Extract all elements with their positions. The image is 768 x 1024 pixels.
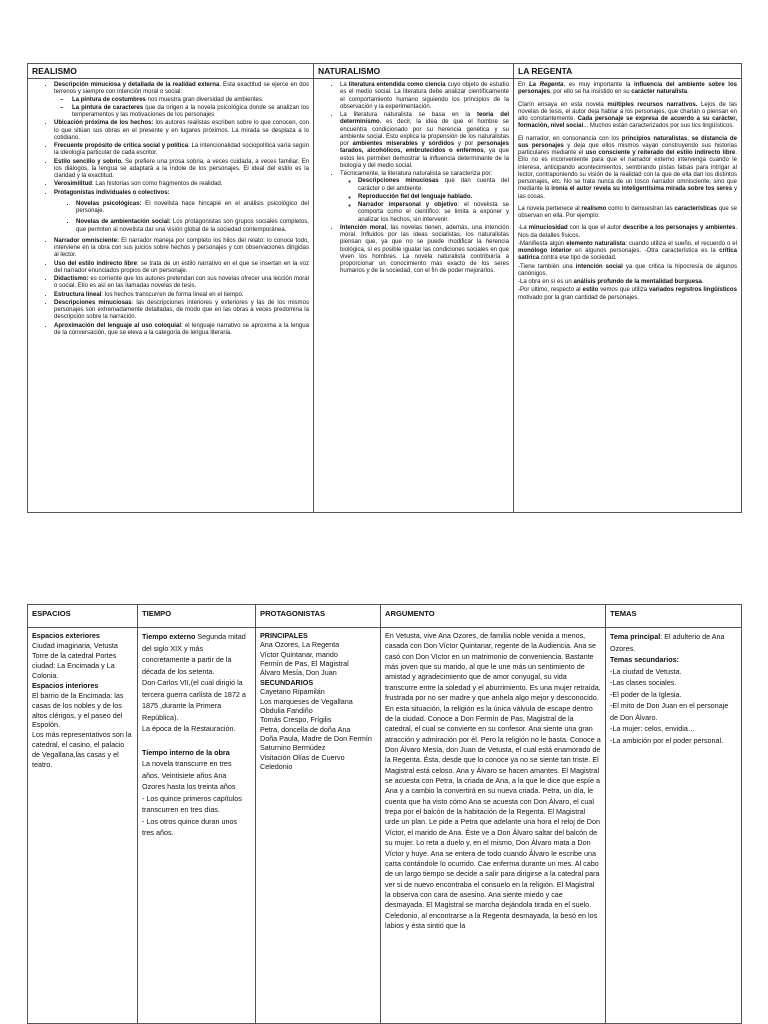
argumento-cell [381, 628, 606, 1024]
secundarios-label: SECUNDARIOS [260, 677, 314, 687]
list-item: • Frecuente propósito de crítica social y política: La intencionalidad sociopolítica varía según la ideología particular de cada escritor. [54, 143, 309, 158]
list-item: Cayetano Ripamilán [260, 687, 325, 697]
espacios-ext-text: Ciudad imaginaria, Vetusta Torre de la catedral Portes ciudad: La Encimada y La Colonia. [32, 640, 118, 680]
list-item: Álvaro Mesía, Don Juan [260, 668, 337, 678]
argumento-text: En Vetusta, vive Ana Ozores, de familia noble venida a menos, casada con Don Víctor Quintanar, regente de la Audiencia. Ana se casó con Don Víctor en un matrimonio de conveniencia. Bastante más joven que su marido, al que le une más un sentimiento de amistad y agradecimiento que de amor conyugal, su vida transcurre entre la soledad y el aburrimiento. Es una mujer retraída, frustrada por no ser madre y que anhela algo mejor y desconocido. En esta situación, la religión es la única válvula de escape dentro de la ciudad. Conoce a Don Fermín de Pas, Magistral de la catedral, el cual se convierte en su confesor. Ana siente una gran atracción y admiración por él. Pero la religión no le basta. Conoce a Don Álvaro Mesía, don Juan de Vetusta, el cual está enamorado de la Regenta. Ésta, desde que lo conoce ya no se siente tan triste. El Magistral está celoso. Ana y Álvaro se hacen amantes. El Magistral se acuesta con Petra, la criada de Ana, a la que le dice que espíe a Ana y a cambio la convertirá en su nueva criada. Petra, un día, le cuenta que ha visto cómo Ana se acuesta con Don Álvaro, el cual trepa por el balcón de la habitación de la Regenta. El Magistral urde un plan. Le pide a Petra que adelante una hora el reloj de Don Víctor, el marido de Ana. Éste ve a Don Álvaro saltar del balcón de su mujer. Lo reta a duelo y, en el mismo, Don Álvaro mata a Don Víctor y huye. Ana se entera de todo cuando Álvaro le escribe una carta contándole lo ocurrido. Cae enferma durante un mes. Al cabo de un largo tiempo se decide a salir para dirigirse a la catedral para ver si de nuevo encontraba el consuelo en la religión. El Magistral la observa con cara de asesino. Ana siente miedo y cae desmayada. El Magistral se marcha dejándola tirada en el suelo. Celedonio, al encontrarse a la Regenta desmayada, la besó en los labios y ésta sintió que la [385, 631, 601, 931]
tiempo-ext-text3: La época de la Restauración. [142, 724, 236, 734]
espacios-int-title: Espacios interiores [32, 680, 99, 690]
analysis-body-row [28, 628, 742, 1024]
temas-cell: Tema principal: El adulterio de Ana Ozores. Temas secundarios: -La ciudad de Vetusta. -Las clases sociales. -El poder de la Iglesia. -El mito de Don Juan en el personaje de Don Álvaro. -La mujer: celos, envidia… -La ambición por el poder personal. [606, 628, 742, 1024]
list-item: • Estructura lineal: los hechos transcurren de forma lineal en el tiempo. [54, 292, 309, 299]
tiempo-cell: Tiempo externo Segunda mitad del siglo XIX y más concretamente a partir de la década de los setenta. Don Carlos VII,(el cual dirigió la tercera guerra carlista de 1872 a 1875 ,durante la Primera República). La época de la Restauración. Tiempo interno de la obra La novela transcurre en tres años. Veintisiete años Ana Ozores hasta los treinta años - Los quince primeros capítulos transcurren en tres días. - Los otros quince duran unos tres años. [138, 628, 256, 1024]
list-item: -El mito de Don Juan en el personaje de Don Álvaro. [610, 701, 729, 722]
list-item: • Ubicación próxima de los hechos: los autores realistas escriben sobre lo que conocen, con lo que sitúan sus obras en el presente y en lugares próximos. La mirada se desplaza a lo cotidiano. [54, 120, 309, 142]
header-temas: TEMAS [606, 605, 742, 628]
list-item: Visitación Olías de Cuervo [260, 752, 345, 762]
header-regenta: LA REGENTA [514, 64, 742, 79]
list-item: Víctor Quintanar, marido [260, 649, 338, 659]
list-item: Celedonio [260, 762, 293, 772]
comparison-header-row [28, 64, 742, 79]
list-item: • Estilo sencillo y sobrio. Se prefiere una prosa sobria, a veces cuidada, a veces familiar. En los diálogos, la lengua se adaptará a la índole de los personajes. El ideal del estilo es la claridad y la exactitud. [54, 159, 309, 181]
tema-principal-label: Tema principal [610, 632, 661, 641]
tiempo-int-text3: - Los otros quince duran unos tres años. [142, 816, 238, 838]
list-item: Saturnino Bermúdez [260, 743, 326, 753]
sublist [54, 97, 309, 120]
list-item: Tomás Crespo, Frígilis [260, 715, 332, 725]
sublist [54, 201, 309, 234]
list-item: – La pintura de costumbres nos muestra gran diversidad de ambientes. [72, 97, 309, 104]
tiempo-int-text2: - Los quince primeros capítulos transcurren en tres días. [142, 793, 242, 815]
analysis-table [27, 604, 742, 1024]
list-item: ◦ Descripciones minuciosas que dan cuenta del carácter o del ambiente. [358, 178, 509, 193]
header-protagonistas: PROTAGONISTAS [256, 605, 381, 628]
list-item: -La ciudad de Vetusta. [610, 666, 682, 676]
realismo-cell [28, 79, 314, 513]
regenta-paragraph: En La Regenta, es muy importante la influencia del ambiente sobre los personajes, por ello se ha insistido en su carácter naturalista. [518, 82, 738, 96]
tiempo-ext-text2: Don Carlos VII,(el cual dirigió la tercera guerra carlista de 1872 a 1875 ,durante la Primera República). [142, 678, 246, 722]
tiempo-int-title: Tiempo interno de la obra [142, 747, 230, 757]
list-item: Fermín de Pas, El Magistral [260, 659, 349, 669]
regenta-paragraph: Clarín ensaya en esta novela múltiples recursos narrativos. Lejos de las novelas de tesis, el autor deja hablar a los personajes, que charlan o piensan en alto constantemente. Cada personaje se expresa de acuerdo a su carácter, formación, nivel social... Muchos están caracterizados por sus tics lingüísticos. [518, 101, 738, 130]
regenta-paragraph: -La obra en sí es un análisis profundo de la mentalidad burguesa. [518, 279, 704, 286]
espacios-int-text: El barrio de la Encimada: las casas de los nobles y de los altos clérigos, y el paseo del Espolón. [32, 690, 124, 730]
list-item: -La ambición por el poder personal. [610, 735, 724, 745]
list-item: • Verosimilitud: Las historias son como fragmentos de realidad. [54, 181, 309, 188]
regenta-paragraph: El narrador, en consonancia con los principios naturalistas, se distancia de sus personajes y deja que ellos mismos vayan construyendo sus historias particulares mediante el uso consciente y reiterado del estilo indirecto libre. Ello no es inconveniente para que el narrador externo intervenga cuando le interesa, anticipando acontecimientos, sembrando pistas falsas para intrigar al lector, contraponiendo su visión de la realidad con la que de ella dan los distintos personajes, etc. No se trata nunca de un tosco narrador omnisciente, sino que mediante la ironía el autor revela su inteligentísima mirada sobre los seres y las cosas. [518, 135, 737, 200]
espacios-cell [28, 628, 138, 1024]
list-item: ◦ Narrador impersonal y objetivo: el novelista se comporta como el científico: se limita a exponer y analizar los hechos, sin intervenir. [358, 202, 509, 224]
list-item: • Didactismo: es corriente que los autores pretendan con sus novelas ofrecer una lección moral o social. Ello es así en las llamadas novelas de tesis. [54, 276, 309, 291]
list-item: ▪ Novelas psicológicas: El novelista hace hincapié en el análisis psicológico del personaje. [76, 201, 309, 216]
header-tiempo: TIEMPO [138, 605, 256, 628]
list-item: • Técnicamente, la literatura naturalista se caracteriza por: ◦ Descripciones minuciosas que dan cuenta del carácter o del ambiente. ◦ Reproducción fiel del lenguaje hablado. ◦ Narrador impersonal y objetivo: el novelista se comporta como el científico: se limita a exponer y analizar los hechos, sin intervenir. [340, 171, 509, 224]
list-item: ◦ Reproducción fiel del lenguaje hablado. [358, 194, 509, 201]
regenta-paragraph: -Por último, respecto al estilo vemos que utiliza variados registros lingüísticos motivado por la gran cantidad de personajes. [518, 287, 737, 301]
principales-label: PRINCIPALES [260, 631, 308, 640]
espacios-ext-title: Espacios exteriores [32, 631, 100, 640]
list-item: – La pintura de caracteres que da origen a la novela psicológica donde se analizan los temperamentos y las motivaciones de los personajes [72, 105, 309, 120]
list-item: -La mujer: celos, envidia… [610, 724, 696, 734]
list-item: Petra, doncella de doña Ana [260, 724, 351, 734]
list-item: -El poder de la Iglesia. [610, 689, 682, 699]
list-item: • La literatura entendida como ciencia cuyo objeto de estudio es el medio social. La literatura debe analizar científicamente el comportamiento humano siguiendo los principios de la observación y la experimentación. [340, 82, 509, 111]
header-naturalismo: NATURALISMO [314, 64, 514, 79]
list-item: Obdulia Fandiño [260, 705, 313, 715]
regenta-paragraph: La novela pertenece al realismo como lo demuestran las características que se observan en ella. Por ejemplo: [518, 205, 737, 220]
temas-secundarios-label: Temas secundarios: [610, 655, 679, 665]
regenta-cell [514, 79, 742, 513]
protagonistas-cell [256, 628, 381, 1024]
header-espacios: ESPACIOS [28, 605, 138, 628]
regenta-paragraph: -La minuciosidad con la que el autor describe a los personajes y ambientes. Nos da detalles físicos. [518, 225, 737, 239]
list-item: • La literatura naturalista se basa en la teoría del determinismo, es decir, la idea de que el hombre se encuentra condicionado por su herencia genética y su ambiente social. Esto explica la propensión de los naturalistas por ambientes miserables y sórdidos y por personajes tarados, alcohólicos, embrutecidos o enfermos, ya que estos les permiten demostrar la influencia determinante de la biología y del medio social. [340, 112, 509, 170]
list-item: • Uso del estilo indirecto libre: se trata de un estilo narrativo en el que se insertan en la voz del narrador enunciados propios de un personaje. [54, 261, 309, 276]
list-item: -Las clases sociales. [610, 678, 677, 688]
list-item: ▪ Novelas de ambientación social: Los protagonistas son grupos sociales completos, que permiten al novelista dar una visión global de la sociedad contemporánea. [76, 219, 309, 234]
list-item: Ana Ozores, La Regenta [260, 640, 340, 650]
comparison-table [27, 63, 742, 513]
naturalismo-list [318, 82, 509, 276]
list-item: • Protagonistas individuales o colectivos: ▪ Novelas psicológicas: El novelista hace hincapié en el análisis psicológico del personaje. ▪ Novelas de ambientación social: Los protagonistas son grupos sociales completos, que permiten al novelista dar una visión global de la sociedad contemporánea. [54, 190, 309, 234]
header-realismo: REALISMO [28, 64, 314, 79]
tiempo-int-text: La novela transcurre en tres años. Veintisiete años Ana Ozores hasta los treinta años [142, 759, 236, 792]
regenta-paragraph: -Manifiesta algún elemento naturalista: cuando utiliza el sueño, el recuerdo o el monólogo interior en algunos personajes. -Otra característica es la crítica satírica contra ese tipo de sociedad. [518, 240, 738, 262]
list-item: • Narrador omnisciente: El narrador maneja por completo los hilos del relato: lo conoce todo, interviene en la obra con sus juicios sobre hechos y personajes y con observaciones dirigidas al lector. [54, 238, 309, 260]
espacios-int-text2: Los más representativos son la catedral, el casino, el palacio de Vegallana,las casas y el teatro. [32, 730, 132, 770]
comparison-body-row [28, 79, 742, 513]
regenta-paragraph: -Tiene también una intención social ya que critica la hipocresía de algunos canónigos. [518, 263, 737, 277]
list-item: Doña Paula, Madre de Don Fermín [260, 733, 372, 743]
naturalismo-cell [314, 79, 514, 513]
header-argumento: ARGUMENTO [381, 605, 606, 628]
realismo-list [32, 82, 309, 337]
sublist [340, 178, 509, 224]
list-item: • Descripciones minuciosas: las descripciones interiores y exteriores y las de los mismos personajes son extremadamente detalladas, de modo que en las obras a veces predomina la descripción sobre la narración. [54, 300, 309, 322]
analysis-header-row [28, 605, 742, 628]
list-item: • Descripción minuciosa y detallada de la realidad externa. Esta exactitud se ejerce en dos terrenos y siempre con intención moral o social: – La pintura de costumbres nos muestra gran diversidad de ambientes. – La pintura de caracteres que da origen a la novela psicológica donde se analizan los temperamentos y las motivaciones de los personajes [54, 82, 309, 119]
tiempo-ext-title: Tiempo externo [142, 632, 196, 641]
list-item: • Aproximación del lenguaje al uso coloquial: el lenguaje narrativo se aproxima a la lengua de la conversación, que se eleva a la categoría de lengua literaria. [54, 323, 309, 338]
list-item: • Intención moral, las novelas tienen, además, una intención moral. Influidos por las ideas socialistas, los naturalistas piensan que, ya que no se puede modificar la herencia biológica, sí es posible igualar las condiciones sociales en que viven los hombres. La novela naturalista contribuiría a proporcionar un conocimiento más exacto de los seres humanos y de la sociedad, con el fin de poder mejorarlos. [340, 225, 509, 276]
list-item: Los marqueses de Vegallana [260, 696, 353, 706]
